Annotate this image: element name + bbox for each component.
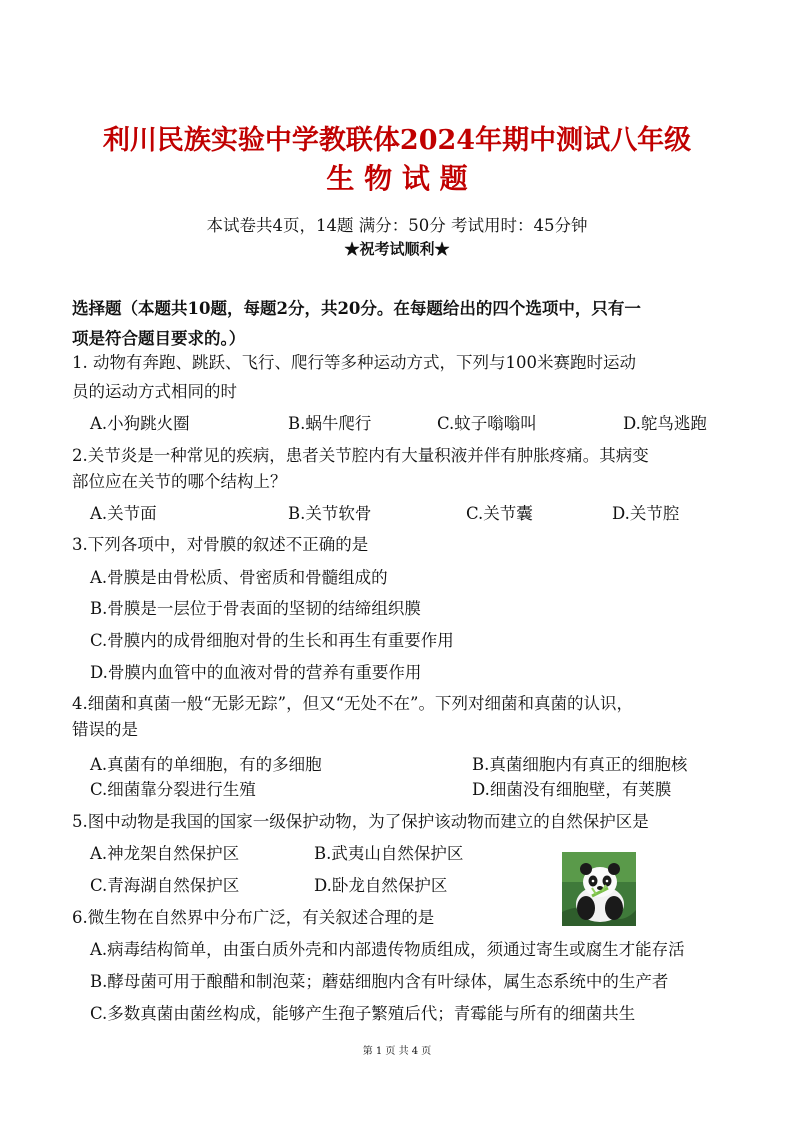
q2-option-a: A.关节面 bbox=[90, 504, 157, 523]
q6-stem: 6.微生物在自然界中分布广泛，有关叙述合理的是 bbox=[72, 908, 435, 927]
q1-option-b: B.蜗牛爬行 bbox=[288, 414, 372, 433]
title-line-1: 利川民族实验中学教联体2024年期中测试八年级 bbox=[102, 125, 692, 156]
panda-illustration bbox=[562, 852, 636, 926]
q2-option-d: D.关节腔 bbox=[612, 504, 680, 523]
q6-option-a: A.病毒结构简单，由蛋白质外壳和内部遗传物质组成，须通过寄生或腐生才能存活 bbox=[90, 940, 685, 959]
page-number: 第 1 页 共 4 页 bbox=[362, 1046, 432, 1057]
q2-stem-line-2: 部位应在关节的哪个结构上？ bbox=[72, 472, 287, 491]
q5-stem: 5.图中动物是我国的国家一级保护动物，为了保护该动物而建立的自然保护区是 bbox=[72, 812, 649, 831]
q6-option-b: B.酵母菌可用于酿醋和制泡菜；蘑菇细胞内含有叶绿体，属生态系统中的生产者 bbox=[90, 972, 669, 991]
q4-stem-line-1: 4.细菌和真菌一般“无影无踪”，但又“无处不在”。下列对细菌和真菌的认识， bbox=[72, 694, 633, 713]
q3-stem: 3.下列各项中，对骨膜的叙述不正确的是 bbox=[72, 535, 369, 554]
q3-option-a: A.骨膜是由骨松质、骨密质和骨髓组成的 bbox=[90, 568, 388, 587]
q1-option-d: D.鸵鸟逃跑 bbox=[623, 414, 707, 433]
q4-option-d: D.细菌没有细胞壁，有荚膜 bbox=[472, 780, 672, 799]
q2-option-c: C.关节囊 bbox=[466, 504, 533, 523]
q5-option-c: C.青海湖自然保护区 bbox=[90, 876, 240, 895]
title-line-2: 生 物 试 题 bbox=[326, 162, 468, 195]
q5-option-b: B.武夷山自然保护区 bbox=[314, 844, 464, 863]
q1-option-a: A.小狗跳火圈 bbox=[90, 414, 190, 433]
panda-image bbox=[562, 852, 636, 926]
good-luck-line: ★祝考试顺利★ bbox=[344, 240, 450, 258]
q6-option-c: C.多数真菌由菌丝构成，能够产生孢子繁殖后代；青霉能与所有的细菌共生 bbox=[90, 1004, 636, 1023]
q4-option-a: A.真菌有的单细胞，有的多细胞 bbox=[90, 755, 322, 774]
q5-option-d: D.卧龙自然保护区 bbox=[314, 876, 448, 895]
q5-option-a: A.神龙架自然保护区 bbox=[90, 844, 240, 863]
q3-option-d: D.骨膜内血管中的血液对骨的营养有重要作用 bbox=[90, 663, 422, 682]
q4-stem-line-2: 错误的是 bbox=[72, 720, 138, 739]
q4-option-c: C.细菌靠分裂进行生殖 bbox=[90, 780, 256, 799]
q1-option-c: C.蚊子嗡嗡叫 bbox=[437, 414, 537, 433]
exam-info: 本试卷共4页，14题 满分：50分 考试用时：45分钟 bbox=[206, 216, 588, 235]
section-instructions-line-2: 项是符合题目要求的。） bbox=[72, 329, 246, 348]
section-instructions-line-1: 选择题（本题共10题，每题2分，共20分。在每题给出的四个选项中，只有一 bbox=[72, 299, 641, 318]
q1-stem-line-2: 员的运动方式相同的时 bbox=[72, 382, 237, 401]
q2-option-b: B.关节软骨 bbox=[288, 504, 372, 523]
q1-stem-line-1: 1. 动物有奔跑、跳跃、飞行、爬行等多种运动方式，下列与100米赛跑时运动 bbox=[72, 353, 636, 372]
q3-option-c: C.骨膜内的成骨细胞对骨的生长和再生有重要作用 bbox=[90, 631, 454, 650]
q3-option-b: B.骨膜是一层位于骨表面的坚韧的结缔组织膜 bbox=[90, 599, 421, 618]
q2-stem-line-1: 2.关节炎是一种常见的疾病，患者关节腔内有大量积液并伴有肿胀疼痛。其病变 bbox=[72, 446, 649, 465]
q4-option-b: B.真菌细胞内有真正的细胞核 bbox=[472, 755, 688, 774]
